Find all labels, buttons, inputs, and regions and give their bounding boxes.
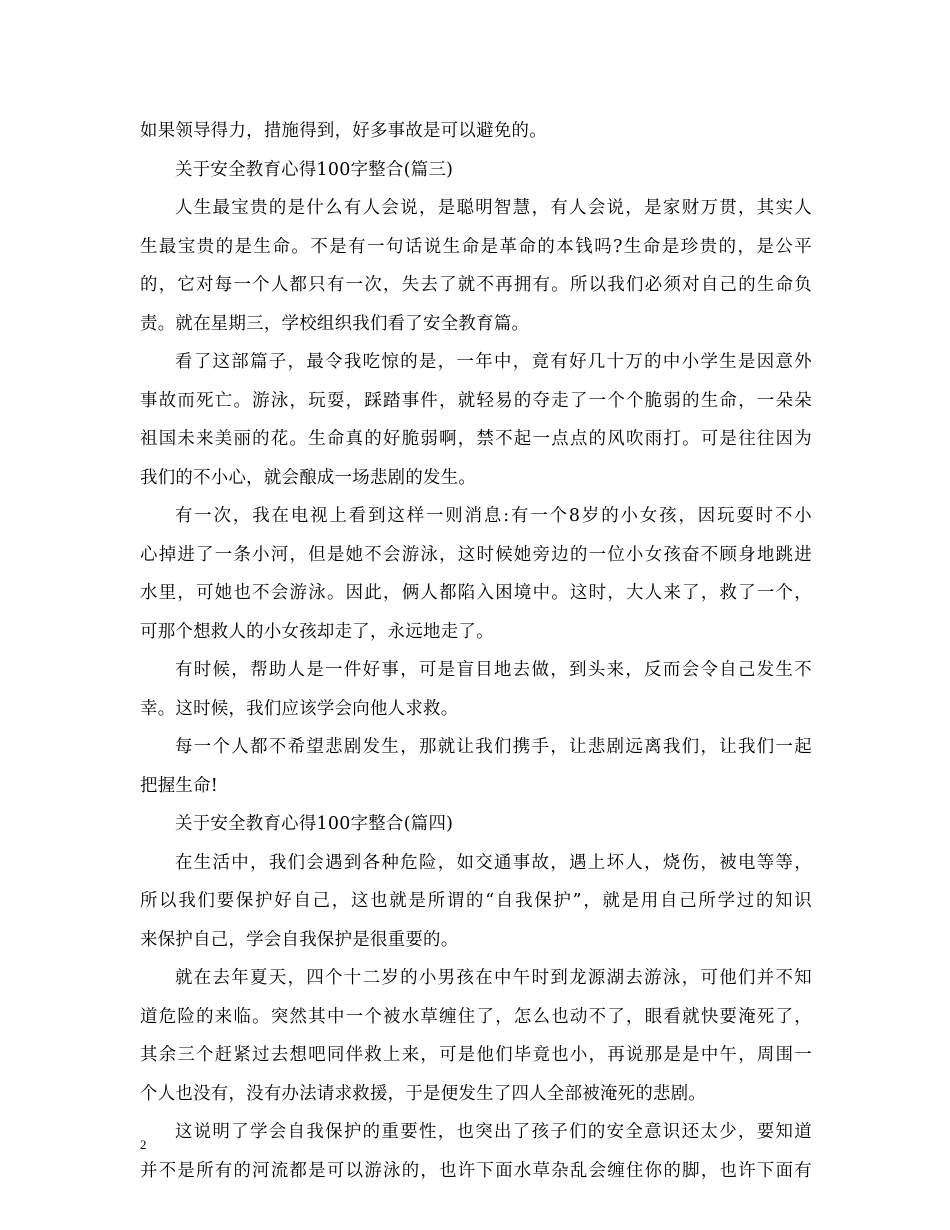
- text-line: 有时候，帮助人是一件好事，可是盲目地去做，到头来，反而会令自己发生不: [175, 660, 812, 680]
- text-line: 这说明了学会自我保护的重要性，也突出了孩子们的安全意识还太少，要知道: [175, 1122, 812, 1142]
- text-line: 水里，可她也不会游泳。因此，俩人都陷入困境中。这时，大人来了，救了一个，: [140, 583, 812, 603]
- text-line: 如果领导得力，措施得到，好多事故是可以避免的。: [140, 121, 547, 141]
- text-line: 祖国未来美丽的花。生命真的好脆弱啊，禁不起一点点的风吹雨打。可是往往因为: [140, 429, 812, 449]
- text-line: 我们的不小心，就会酿成一场悲剧的发生。: [140, 467, 477, 488]
- text-line: 责。就在星期三，学校组织我们看了安全教育篇。: [140, 313, 530, 334]
- text-line: 来保护自己，学会自我保护是很重要的。: [140, 929, 459, 950]
- text-line: 并不是所有的河流都是可以游泳的，也许下面水草杂乱会缠住你的脚，也许下面有: [140, 1160, 812, 1181]
- text-line: 可那个想救人的小女孩却走了，永远地走了。: [140, 621, 494, 642]
- page-number: 2: [140, 1137, 147, 1152]
- text-line: 个人也没有，没有办法请求救援，于是便发生了四人全部被淹死的悲剧。: [140, 1083, 707, 1104]
- text-line: 事故而死亡。游泳，玩耍，踩踏事件，就轻易的夺走了一个个脆弱的生命，一朵朵: [140, 390, 812, 411]
- text-line: 心掉进了一条小河，但是她不会游泳，这时候她旁边的一位小女孩奋不顾身地跳进: [140, 544, 812, 565]
- text-line: 每一个人都不希望悲剧发生，那就让我们携手，让悲剧远离我们，让我们一起: [175, 737, 812, 757]
- text-line: 道危险的来临。突然其中一个被水草缠住了，怎么也动不了，眼看就快要淹死了，: [140, 1006, 812, 1027]
- text-line: 幸。这时候，我们应该学会向他人求救。: [140, 698, 459, 719]
- text-line: 有一次，我在电视上看到这样一则消息:有一个8岁的小女孩，因玩耍时不小: [175, 506, 812, 526]
- body-text: [140, 112, 812, 1190]
- text-line: 在生活中，我们会遇到各种危险，如交通事故，遇上坏人，烧伤，被电等等，: [175, 852, 812, 873]
- text-line: 其余三个赶紧过去想吧同伴救上来，可是他们毕竟也小，再说那是是中午，周围一: [140, 1045, 812, 1065]
- text-line: 看了这部篇子，最令我吃惊的是，一年中，竟有好几十万的中小学生是因意外: [175, 352, 812, 372]
- text-line: 关于安全教育心得100字整合(篇四): [175, 814, 454, 834]
- text-line: 关于安全教育心得100字整合(篇三): [175, 159, 454, 180]
- text-line: 的，它对每一个人都只有一次，失去了就不再拥有。所以我们必须对自己的生命负: [140, 275, 812, 295]
- text-line: 把握生命!: [140, 775, 219, 796]
- text-line: 就在去年夏天，四个十二岁的小男孩在中午时到龙源湖去游泳，可他们并不知: [175, 968, 812, 988]
- text-line: 所以我们要保护好自己，这也就是所谓的“自我保护”，就是用自己所学过的知识: [140, 891, 812, 911]
- text-line: 生最宝贵的是生命。不是有一句话说生命是革命的本钱吗?生命是珍贵的，是公平: [140, 236, 812, 257]
- text-line: 人生最宝贵的是什么有人会说，是聪明智慧，有人会说，是家财万贯，其实人: [175, 198, 812, 218]
